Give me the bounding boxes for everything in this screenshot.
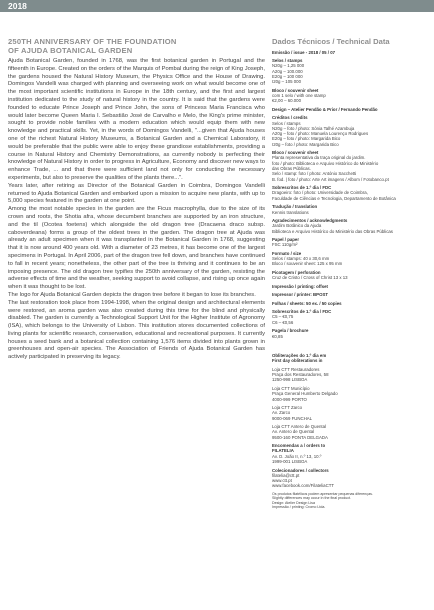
technical-section-line: Cruz de Cristo / Cross of Christ 13 x 13 — [272, 275, 348, 281]
technical-section — [272, 58, 432, 84]
obliteration-places — [272, 367, 432, 440]
technical-section — [272, 251, 432, 267]
article-body — [8, 58, 265, 362]
technical-section — [272, 309, 432, 325]
technical-section-line: C5 – €0,75 — [272, 314, 294, 320]
technical-section-line: Planta representativa da traça original do jardim. — [272, 155, 366, 161]
technical-section-heading: Impressão / printing: offset — [272, 283, 328, 289]
technical-section-line: Bloco / souvenir sheet: 125 x 95 mm — [272, 261, 343, 267]
spacer — [272, 342, 432, 353]
technical-section-heading: Emissão / issue - 2018 / 05 / 07 — [272, 49, 336, 55]
technical-section — [272, 270, 432, 281]
technical-section-line: Dragoeiro: foto / photo: Universidade de Coimbra, — [272, 190, 368, 196]
article-title — [8, 38, 265, 55]
footer-line: Impressão / printing: Cromo Ltda. — [272, 505, 326, 510]
technical-section-heading: Folhas / sheets: 50 ex. / 50 copies — [272, 300, 342, 306]
article-title-line: OF AJUDA BOTANICAL GARDEN — [8, 45, 133, 55]
technical-section-line: I20g – 105 000 — [272, 79, 301, 85]
technical-section-line: com 1 selo / with one stamp — [272, 92, 326, 98]
technical-section-heading: Sobrescritos de 1.º dia / FDC — [272, 185, 332, 191]
technical-section — [272, 107, 432, 112]
article-paragraph: Years later, after retiring as Director of the Botanical Garden in Coimbra, Domingos Vandelli returned to Ajuda Botanical Garden and embarked upon a mission to acquire new plants, with up to 5,000 species featured in the garden at one point. — [8, 182, 265, 205]
orders-block — [272, 443, 432, 464]
technical-section-heading: Papel / paper — [272, 237, 300, 243]
technical-section — [272, 284, 432, 289]
top-bar — [0, 0, 434, 12]
orders-line: 1999-001 LISBOA — [272, 459, 308, 465]
technical-section-line: Kennis translations — [272, 209, 309, 215]
collectors-heading: Colecionadores / collectors — [272, 467, 329, 473]
technical-section — [272, 292, 432, 297]
technical-section-heading: Bloco / souvenir sheet — [272, 87, 319, 93]
technical-section-line: Faculdade de Ciências e Tecnologia, Departamento de Botânica — [272, 195, 396, 201]
footer-line: Design: Atelier Design Lisa — [272, 500, 315, 505]
technical-section-heading: Pagela / brochure — [272, 328, 309, 334]
article-title-line: 250TH ANNIVERSARY OF THE FOUNDATION — [8, 37, 177, 46]
technical-section-heading: Formato / size — [272, 250, 302, 256]
collectors-website: www.ctt.pt — [272, 478, 292, 484]
obliteration-address-line: Av. Zarco — [272, 410, 291, 416]
obliterations-heading: Obliterações do 1.º dia em — [272, 353, 327, 359]
technical-section-heading: Créditos / credits — [272, 115, 308, 121]
obliteration-place — [272, 424, 432, 440]
technical-section-line: N20g – foto / photo: Sónia Talhé Azambuja — [272, 125, 355, 131]
technical-section-heading: Tradução / translation — [272, 204, 318, 210]
technical-section — [272, 150, 432, 182]
obliteration-address-line: Praça dos Restauradores, 58 — [272, 372, 329, 378]
technical-section — [272, 115, 432, 147]
footer-line: Slightly differences may occur in the final product. — [272, 496, 352, 501]
technical-section-line: E20g – foto / photo: Margarida Bico — [272, 136, 341, 142]
obliteration-office: Loja CTT Antero de Quental — [272, 424, 327, 430]
article-paragraph: Among the most notable species in the garden are the Ficus macrophylla, due to the size of its crown and roots, the Shotia afra, whose decumbent branches are supported by an iron structure, and the til (Ocotea foetens) which alongside the old dragon tree (Dracaena draco subsp. caboverdeana) forms a group of the oldest trees in the garden. The dragon tree at Ajuda was already an adult specimen when it was transplanted in the Botanical Garden in 1768, suggesting that it is now around 400 years old. With a diameter of 23 metres, it has become one of the largest specimens in Portugal. In April 2006, part of the dragon tree fell down, and branches have continued to fall in recent years; nonetheless, the other part of the tree is thriving and it continues to be an imposing presence. The old dragon tree typifies the 250th anniversary of the garden, resisting the adverse effects of time and the weather, seeking support to avoid collapse, and rising up once again when it was thought to be lost. — [8, 206, 265, 291]
technical-section-line: N20g – 1,25 000 — [272, 63, 305, 69]
collectors-facebook: www.facebook.com/FilateliaCTT — [272, 483, 335, 489]
technical-section — [272, 204, 432, 215]
orders-line: Av. D. João II, n.º 13, 10.º — [272, 453, 322, 459]
issue-year: 2018 — [8, 1, 27, 11]
article-paragraph: Ajuda Botanical Garden, founded in 1768, was the first botanical garden in Portugal and the fifteenth in Europe. Created on the orders of the Marquis of Pombal during the reign of King Joseph, the gardens housed the Natural History Museum, the Physics Office and the House of Drawing. Domingos Vandelli was charged with planning and overseeing work on what would become one of the most important scientific institutions in Europe in the 18th century, and the first and largest institution dedicated to the study of natural history in the country. It is said that the gardens were founded to educate Prince Joseph and Prince John, the sons of Princess Maria Francisca who would later become Queen Maria I. Sebastião José de Carvalho e Melo, the King's prime minister, sought to provide noble families with a modern education which would equip them with new knowledge and practical skills. Yet, in the words of Domingos Vandelli, "...given that Ajuda houses one of the richest Natural History Museums, a Botanical Garden and a Chemical Laboratory, it would be preferable that the public were able to enjoy these grandiose establishments, providing a course in Natural History and Chemistry Demonstrations, as currently nobody is perfecting their knowledge of Natural History in order to progress in Agriculture, Economy and discover new ways to enhance Trade, ... and that there were sufficient land not only for conducting the necessary experiments, but also to preserve the qualities of the plants there...". — [8, 58, 265, 181]
obliteration-address-line: 9000-069 FUNCHAL — [272, 415, 313, 421]
technical-section-line: Selos / stamps — [272, 120, 301, 126]
technical-section-line: Selos / stamps: 40 x 30,6 mm — [272, 256, 330, 262]
technical-section-line: B. fod. | foto / photo: Arte Art imagens / Albom / Fotobanco.pt — [272, 176, 389, 182]
obliteration-address-line: 9500-160 PONTA DELGADA — [272, 434, 328, 440]
obliteration-address-line: Praça General Humberto Delgado — [272, 391, 338, 397]
obliteration-address-line: 1250-998 LISBOA — [272, 377, 308, 383]
obliteration-office: Loja CTT Zarco — [272, 404, 303, 410]
technical-section-line: I20g – foto / photo: Margarida Bico — [272, 141, 339, 147]
article-paragraph: The logo for Ajuda Botanical Garden depicts the dragon tree before it began to lose its branches. — [8, 291, 256, 298]
technical-section-line: Selo / stamp: foto / photo: António Sacchetti — [272, 171, 357, 177]
obliteration-address-line: 4000-999 PORTO — [272, 396, 307, 402]
obliteration-address-line: Av. Antero de Quental — [272, 429, 315, 435]
technical-section-line: Biblioteca e Arquivo Histórico do Ministério das Obras Públicas — [272, 228, 393, 234]
technical-section — [272, 185, 432, 201]
technical-data-column — [272, 38, 432, 513]
footer-notes — [272, 492, 432, 510]
orders-heading: FILATELIA — [272, 448, 294, 454]
technical-data-sections — [272, 50, 432, 339]
technical-section-line: C6 – €0,56 — [272, 319, 294, 325]
technical-section — [272, 88, 432, 104]
technical-section-line: foto / photo: Biblioteca e Arquivo Histórico do Ministério — [272, 160, 379, 166]
obliteration-office: Loja CTT Restauradores — [272, 366, 320, 372]
article-column — [8, 38, 265, 362]
technical-section — [272, 328, 432, 339]
technical-section-line: das Obras Públicas. — [272, 166, 311, 172]
technical-section — [272, 301, 432, 306]
technical-data-title: Dados Técnicos / Technical Data — [272, 37, 390, 46]
technical-section — [272, 218, 432, 234]
technical-section-heading: Bloco / souvenir sheet — [272, 150, 319, 156]
technical-section-line: E20g – 100 000 — [272, 73, 303, 79]
technical-section-line: €0,85 — [272, 333, 283, 339]
obliterations-block — [272, 353, 432, 364]
technical-section — [272, 50, 432, 55]
technical-section-heading: Picotagem / perforation — [272, 269, 321, 275]
technical-section-heading: Sobrescritos de 1.º dia / FDC — [272, 309, 332, 315]
obliteration-office: Loja CTT Município — [272, 385, 310, 391]
technical-section-line: €2,00 – 60.000 — [272, 98, 301, 104]
technical-section-heading: Design – Atelier Pendão & Prior / Fernando Pendão — [272, 106, 378, 112]
technical-section-heading: Agradecimentos / acknowledgments — [272, 218, 348, 224]
obliteration-place — [272, 386, 432, 402]
technical-section-line: Jardim Botânico da Ajuda — [272, 223, 322, 229]
technical-section-line: FSC 110g/m² — [272, 242, 298, 248]
technical-section-heading: Impressor / printer: BPOST — [272, 292, 328, 298]
footer-line: Os produtos filatélicos podem apresentar pequenas diferenças. — [272, 491, 373, 496]
technical-section-heading: Selos / stamps — [272, 57, 303, 63]
article-paragraph: The last restoration took place from 1994-1998, when the original design and architectural elements were restored, an aroma garden was also created during this time for the blind and physically disabled. The garden is currently a Technological Support Unit for the Higher Institute of Agronomy (ISA), which belongs to the University of Lisbon. This institution stores documented collections of living plants for scientific research, conservation, educational and recreational purposes. It currently houses a seed bank and a botanical collection containing 1,576 items divided into plants grown in greenhouses and open-air species. The Association of Friends of Ajuda Botanical Garden has actively participated in preserving its legacy. — [8, 299, 265, 361]
collectors-block — [272, 468, 432, 489]
obliteration-place — [272, 367, 432, 383]
technical-section-line: A20g – foto / photo: Manuela Lourenço Rodrigues — [272, 131, 369, 137]
technical-section — [272, 237, 432, 248]
orders-heading: Encomendas a / orders to — [272, 443, 326, 449]
obliterations-heading: First day obliterations in — [272, 358, 323, 364]
technical-section-line: A20g – 100.000 — [272, 68, 303, 74]
obliteration-place — [272, 405, 432, 421]
collectors-email: filatelia@ctt.pt — [272, 472, 300, 478]
